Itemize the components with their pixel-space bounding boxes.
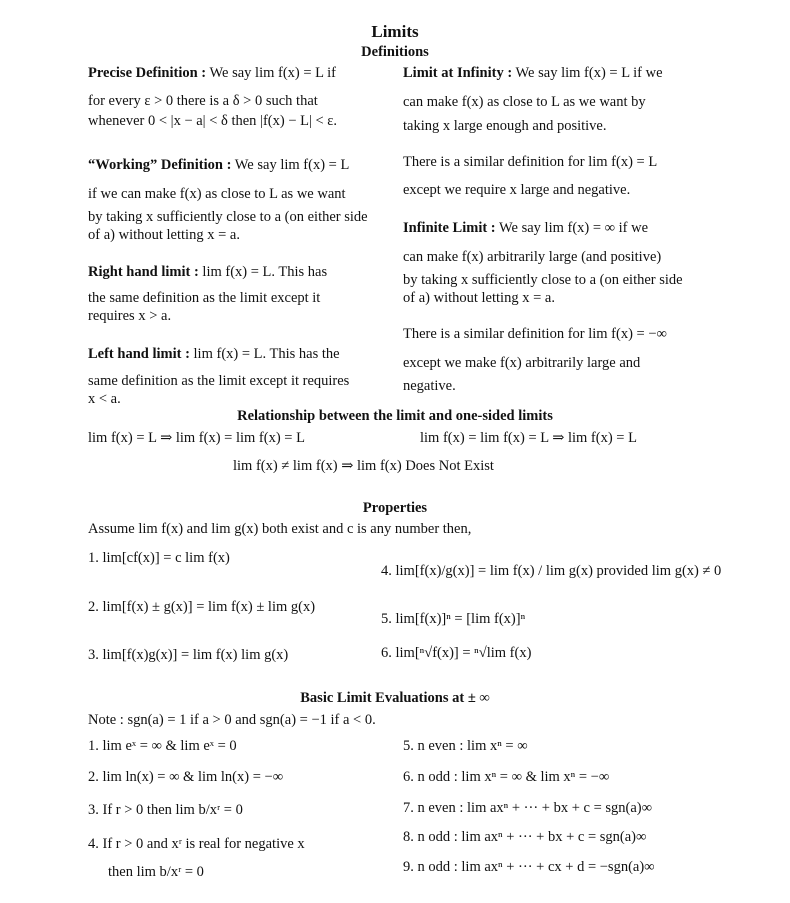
- infinite-l1: We say lim f(x) = ∞ if we: [499, 220, 649, 236]
- relationship-formula-3: lim f(x) ≠ lim f(x) ⇒ lim f(x) Does Not Exist: [233, 458, 494, 474]
- sgn-note: Note : sgn(a) = 1 if a > 0 and sgn(a) = −1 if a < 0.: [88, 712, 376, 728]
- working-definition: [88, 155, 349, 175]
- working-label: “Working” Definition :: [88, 157, 232, 173]
- infinite-l5: There is a similar definition for lim f(x) = −∞: [403, 326, 667, 342]
- infinity-l4: There is a similar definition for lim f(x) = L: [403, 154, 658, 170]
- infinity-l2: can make f(x) as close to L as we want by: [403, 94, 646, 110]
- property-5: 5. lim[f(x)]ⁿ = [lim f(x)]ⁿ: [381, 611, 526, 627]
- precise-label: Precise Definition :: [88, 65, 207, 81]
- infinite-l3: by taking x sufficiently close to a (on either side: [403, 272, 683, 288]
- relationship-heading: Relationship between the limit and one-sided limits: [237, 408, 553, 424]
- working-l3: by taking x sufficiently close to a (on either side: [88, 209, 368, 225]
- left-label: Left hand limit :: [88, 346, 190, 362]
- basic-limit-4b: then lim b/xʳ = 0: [108, 864, 204, 880]
- basic-limit-4a: 4. If r > 0 and xʳ is real for negative x: [88, 836, 305, 852]
- basic-limit-8: 8. n odd : lim axⁿ + ··· + bx + c = sgn(a)∞: [403, 829, 647, 845]
- properties-assumption: Assume lim f(x) and lim g(x) both exist and c is any number then,: [88, 521, 472, 537]
- left-hand-limit: [88, 344, 340, 364]
- property-3: 3. lim[f(x)g(x)] = lim f(x) lim g(x): [88, 647, 289, 663]
- right-l3: requires x > a.: [88, 308, 172, 324]
- infinity-l5: except we require x large and negative.: [403, 182, 631, 198]
- infinite-l7: negative.: [403, 378, 456, 394]
- left-l3: x < a.: [88, 391, 121, 407]
- infinity-label: Limit at Infinity :: [403, 65, 513, 81]
- infinite-l2: can make f(x) arbitrarily large (and positive): [403, 249, 662, 265]
- working-l1: We say lim f(x) = L: [234, 157, 350, 173]
- right-l2: the same definition as the limit except it: [88, 290, 321, 306]
- basic-limits-heading: Basic Limit Evaluations at ± ∞: [300, 690, 490, 706]
- relationship-formula-2: lim f(x) = lim f(x) = L ⇒ lim f(x) = L: [420, 430, 637, 446]
- infinity-l3: taking x large enough and positive.: [403, 118, 607, 134]
- precise-l3: whenever 0 < |x − a| < δ then |f(x) − L| < ε.: [88, 113, 338, 129]
- property-1: 1. lim[cf(x)] = c lim f(x): [88, 550, 230, 566]
- limit-at-infinity: [403, 63, 663, 83]
- section-definitions-heading: Definitions: [361, 44, 429, 60]
- infinite-l4: of a) without letting x = a.: [403, 290, 555, 306]
- precise-l2: for every ε > 0 there is a δ > 0 such that: [88, 93, 318, 109]
- basic-limit-2: 2. lim ln(x) = ∞ & lim ln(x) = −∞: [88, 769, 284, 785]
- working-l4: of a) without letting x = a.: [88, 227, 240, 243]
- property-2: 2. lim[f(x) ± g(x)] = lim f(x) ± lim g(x): [88, 599, 316, 615]
- basic-limit-9: 9. n odd : lim axⁿ + ··· + cx + d = −sgn(a)∞: [403, 859, 655, 875]
- infinity-l1: We say lim f(x) = L if we: [515, 65, 663, 81]
- infinite-label: Infinite Limit :: [403, 220, 496, 236]
- properties-heading: Properties: [362, 500, 428, 516]
- working-l2: if we can make f(x) as close to L as we want: [88, 186, 346, 202]
- precise-l1: We say lim f(x) = L if: [209, 65, 336, 81]
- basic-limit-3: 3. If r > 0 then lim b/xʳ = 0: [88, 802, 243, 818]
- left-l2: same definition as the limit except it requires: [88, 373, 350, 389]
- page-title: Limits: [371, 22, 419, 41]
- basic-limit-6: 6. n odd : lim xⁿ = ∞ & lim xⁿ = −∞: [403, 769, 610, 785]
- basic-limit-5: 5. n even : lim xⁿ = ∞: [403, 738, 528, 754]
- infinite-l6: except we make f(x) arbitrarily large and: [403, 355, 641, 371]
- basic-limit-7: 7. n even : lim axⁿ + ··· + bx + c = sgn(a)∞: [403, 800, 652, 816]
- property-6: 6. lim[ⁿ√f(x)] = ⁿ√lim f(x): [381, 645, 532, 661]
- left-l1: lim f(x) = L. This has the: [193, 346, 340, 362]
- infinite-limit: [403, 218, 648, 238]
- right-hand-limit: [88, 262, 327, 282]
- basic-limit-1: 1. lim eˣ = ∞ & lim eˣ = 0: [88, 738, 237, 754]
- precise-definition: [88, 63, 336, 83]
- right-l1: lim f(x) = L. This has: [202, 264, 328, 280]
- relationship-formula-1: lim f(x) = L ⇒ lim f(x) = lim f(x) = L: [88, 430, 305, 446]
- property-4: 4. lim[f(x)/g(x)] = lim f(x) / lim g(x) provided lim g(x) ≠ 0: [381, 563, 722, 579]
- right-label: Right hand limit :: [88, 264, 199, 280]
